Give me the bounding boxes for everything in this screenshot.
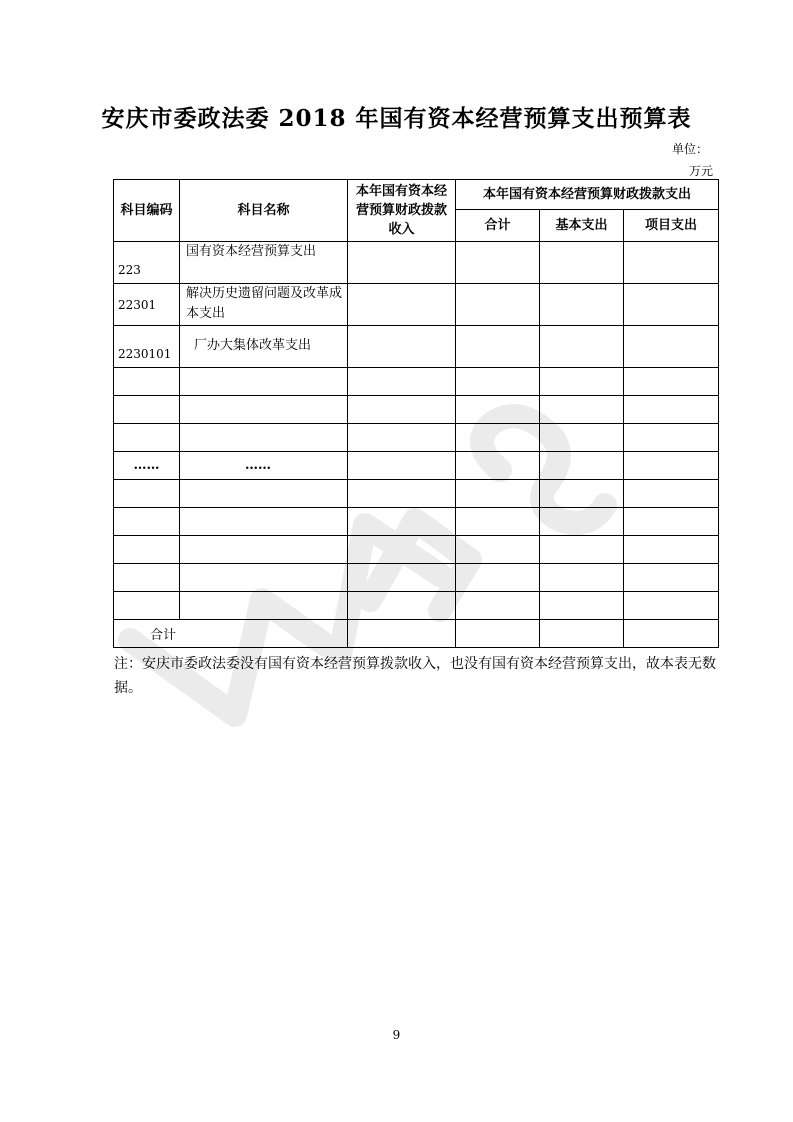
total-label: 合计 <box>114 620 348 648</box>
unit-label: 单位： <box>671 142 708 156</box>
ellipsis-code: …… <box>114 452 180 480</box>
page-title: 安庆市委政法委 2018 年国有资本经营预算支出预算表 <box>101 105 692 132</box>
empty-row <box>114 564 719 592</box>
ellipsis-name: …… <box>180 452 348 480</box>
header-total: 合计 <box>456 210 540 242</box>
empty-row <box>114 424 719 452</box>
budget-table <box>113 179 719 648</box>
table-row <box>114 242 719 284</box>
empty-row <box>114 396 719 424</box>
header-code: 科目编码 <box>114 180 180 242</box>
header-project: 项目支出 <box>624 210 719 242</box>
empty-row <box>114 508 719 536</box>
row-code: 2230101 <box>114 326 180 368</box>
row-name: 解决历史遗留问题及改革成本支出 <box>180 284 348 326</box>
row-name: 厂办大集体改革支出 <box>180 326 348 368</box>
header-basic: 基本支出 <box>540 210 624 242</box>
empty-row <box>114 480 719 508</box>
table-row <box>114 284 719 326</box>
header-row-1 <box>114 180 719 210</box>
page-number: 9 <box>392 1028 401 1042</box>
ellipsis-row <box>114 452 719 480</box>
empty-row <box>114 368 719 396</box>
total-row <box>114 620 719 648</box>
unit-value: 万元 <box>688 164 713 178</box>
table-note: 注：安庆市委政法委没有国有资本经营预算拨款收入，也没有国有资本经营预算支出，故本表无数据。 <box>114 656 716 696</box>
empty-row <box>114 536 719 564</box>
header-income: 本年国有资本经营预算财政拨款收入 <box>348 180 456 242</box>
empty-row <box>114 592 719 620</box>
table-row <box>114 326 719 368</box>
header-expense-group: 本年国有资本经营预算财政拨款支出 <box>456 180 719 210</box>
row-name: 国有资本经营预算支出 <box>180 242 348 284</box>
header-name: 科目名称 <box>180 180 348 242</box>
row-code: 223 <box>114 242 180 284</box>
row-code: 22301 <box>114 284 180 326</box>
